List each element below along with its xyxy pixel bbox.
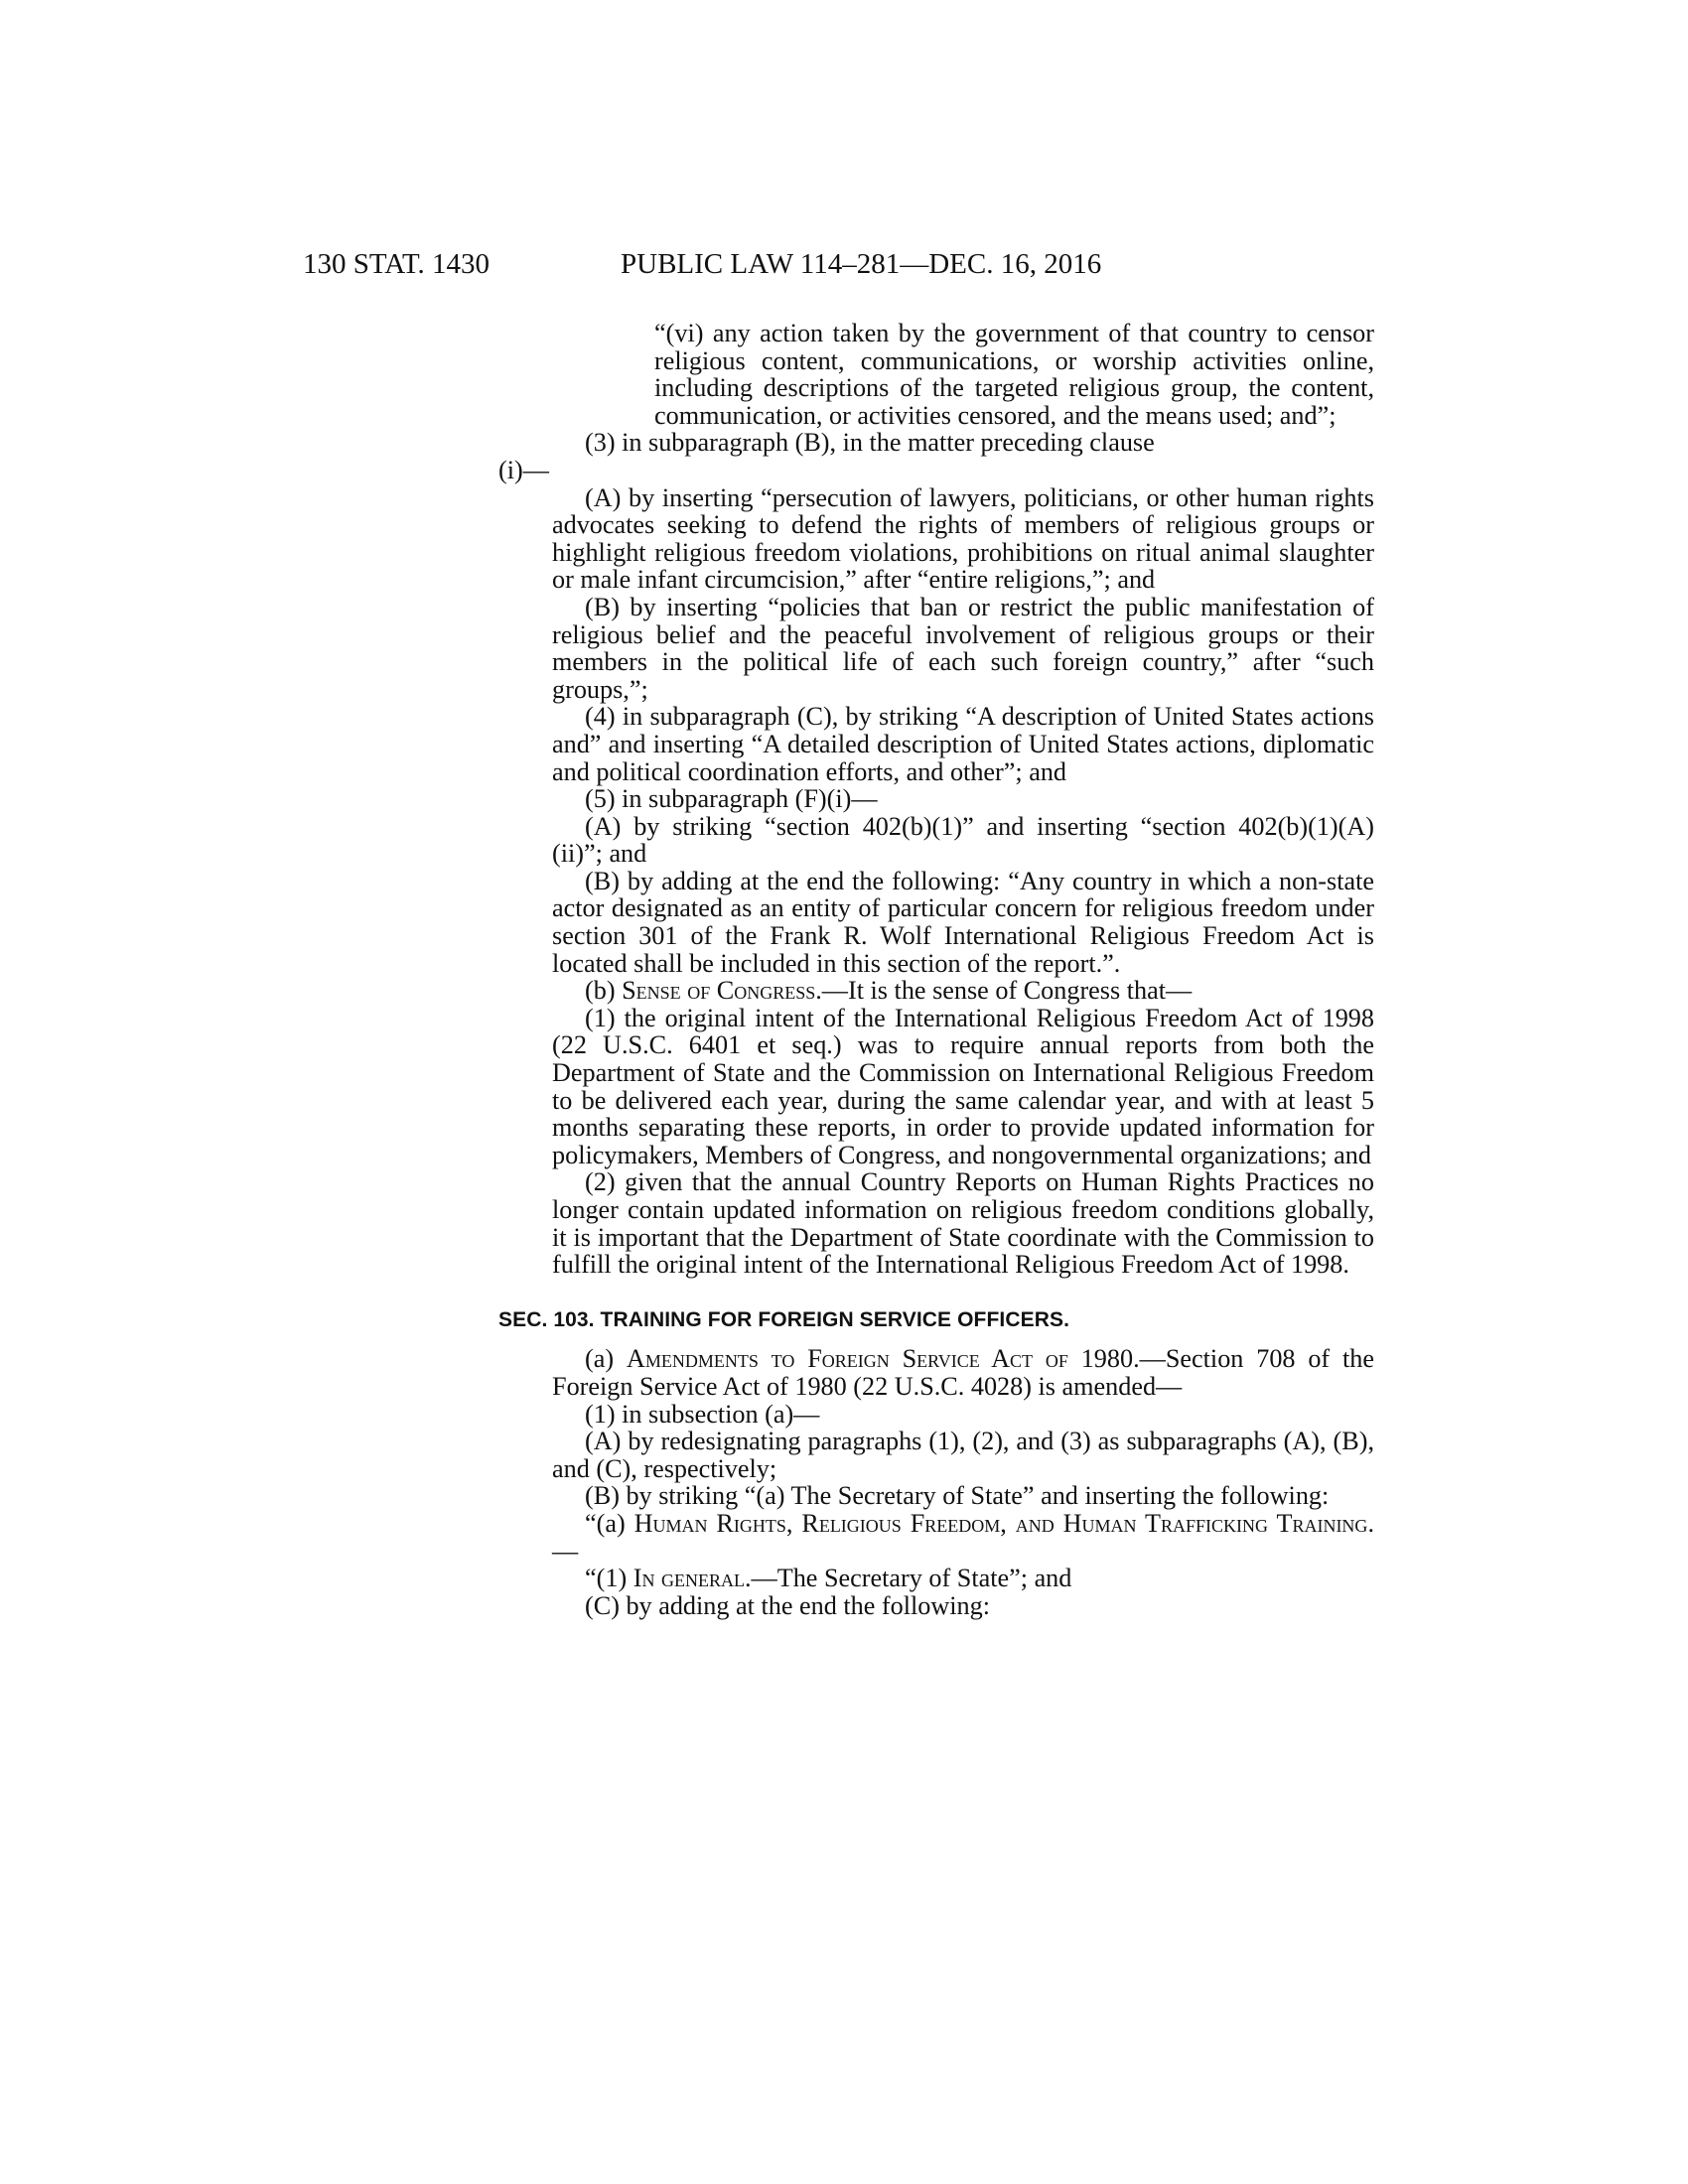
section-heading: SEC. 103. TRAINING FOR FOREIGN SERVICE OFFICERS. <box>498 1307 1069 1331</box>
subsection-b-heading: Sense of Congress <box>622 976 816 1006</box>
paragraph-3A: (A) by inserting “persecution of lawyers, politicians, or other human rights advocates seeking to defend the rights of members of religious groups or highlight religious freedom violations, prohibitions on ritual animal slaughter or male infant circumcision,” after “entire religions,”; and <box>552 482 1374 595</box>
paragraph-5: (5) in subparagraph (F)(i)— <box>585 784 878 814</box>
subsection-b-text: .—It is the sense of Congress that— <box>815 976 1193 1006</box>
paragraph-4: (4) in subparagraph (C), by striking “A description of United States actions and” and inserting “A detailed description of United States actions, diplomatic and political coordination efforts, and other”; and <box>552 702 1374 786</box>
paragraph-5A: (A) by striking “section 402(b)(1)” and inserting “section 402(b)(1)(A)(ii)”; and <box>552 811 1374 869</box>
paragraph-3-continuation: (i)— <box>498 455 549 484</box>
subsection-a-heading: Amendments to Foreign Service Act of 1980 <box>626 1344 1134 1374</box>
subsection-a <box>552 1345 1374 1400</box>
paragraph-5B: (B) by adding at the end the following: “Any country in which a non-state actor designated as an entity of particular concern for religious freedom under section 301 of the Frank R. Wolf International Religious Freedom Act is located shall be included in this section of the report.”. <box>552 866 1374 978</box>
paragraph-a1C: (C) by adding at the end the following: <box>585 1590 991 1620</box>
document-body <box>498 319 1374 1620</box>
paragraph-3B: (B) by inserting “policies that ban or restrict the public manifestation of religious belief and the peaceful involvement of religious groups or their members in the political life of each such foreign country,” after “such groups,”; <box>552 592 1374 704</box>
quoted-subsection-a-text: .— <box>552 1508 1374 1566</box>
page-header <box>303 248 1375 288</box>
paragraph-3 <box>552 429 1374 457</box>
paragraph-b1: (1) the original intent of the International Religious Freedom Act of 1998 (22 U.S.C. 6401 et seq.) was to require annual reports from both the Department of State and the Commission on International Religious Freedom to be delivered each year, during the same calendar year, and with at least 5 months separating these reports, in order to provide updated information for policymakers, Members of Congress, and nongovernmental organizations; and <box>552 1003 1374 1169</box>
paragraph-b2: (2) given that the annual Country Reports on Human Rights Practices no longer contain updated information on religious freedom conditions globally, it is important that the Department of State coordinate with the Commission to fulfill the original intent of the International Religious Freedom Act of 1998. <box>552 1167 1374 1280</box>
running-title: PUBLIC LAW 114–281—DEC. 16, 2016 <box>621 248 1102 280</box>
quoted-paragraph-1-label: “(1) <box>585 1564 633 1593</box>
quoted-paragraph-1 <box>552 1565 1374 1592</box>
paragraph-vi: “(vi) any action taken by the government of that country to censor religious content, communications, or worship activities online, including descriptions of the targeted religious group, the content, communication, or activities censored, and the means used; and”; <box>654 319 1374 430</box>
quoted-paragraph-1-text: .—The Secretary of State”; and <box>744 1564 1072 1593</box>
quoted-subsection-a-label: “(a) <box>585 1508 634 1538</box>
quoted-subsection-a-heading: Human Rights, Religious Freedom, and Human Trafficking Training <box>633 1508 1368 1538</box>
subsection-b <box>552 977 1374 1005</box>
subsection-a-label: (a) <box>585 1344 627 1374</box>
quoted-paragraph-1-heading: In general <box>633 1564 745 1593</box>
paragraph-a1B: (B) by striking “(a) The Secretary of State” and inserting the following: <box>585 1481 1330 1511</box>
quoted-subsection-a <box>552 1510 1374 1565</box>
paragraph-a1: (1) in subsection (a)— <box>585 1399 820 1429</box>
paragraph-3-text: (3) in subparagraph (B), in the matter preceding clause <box>585 428 1155 458</box>
statute-citation: 130 STAT. 1430 <box>303 248 491 280</box>
subsection-b-label: (b) <box>585 976 623 1006</box>
subsection-a-text: .—Section 708 of the Foreign Service Act of 1980 (22 U.S.C. 4028) is amended— <box>552 1344 1374 1401</box>
paragraph-a1A: (A) by redesignating paragraphs (1), (2), and (3) as subparagraphs (A), (B), and (C), respectively; <box>552 1427 1374 1483</box>
